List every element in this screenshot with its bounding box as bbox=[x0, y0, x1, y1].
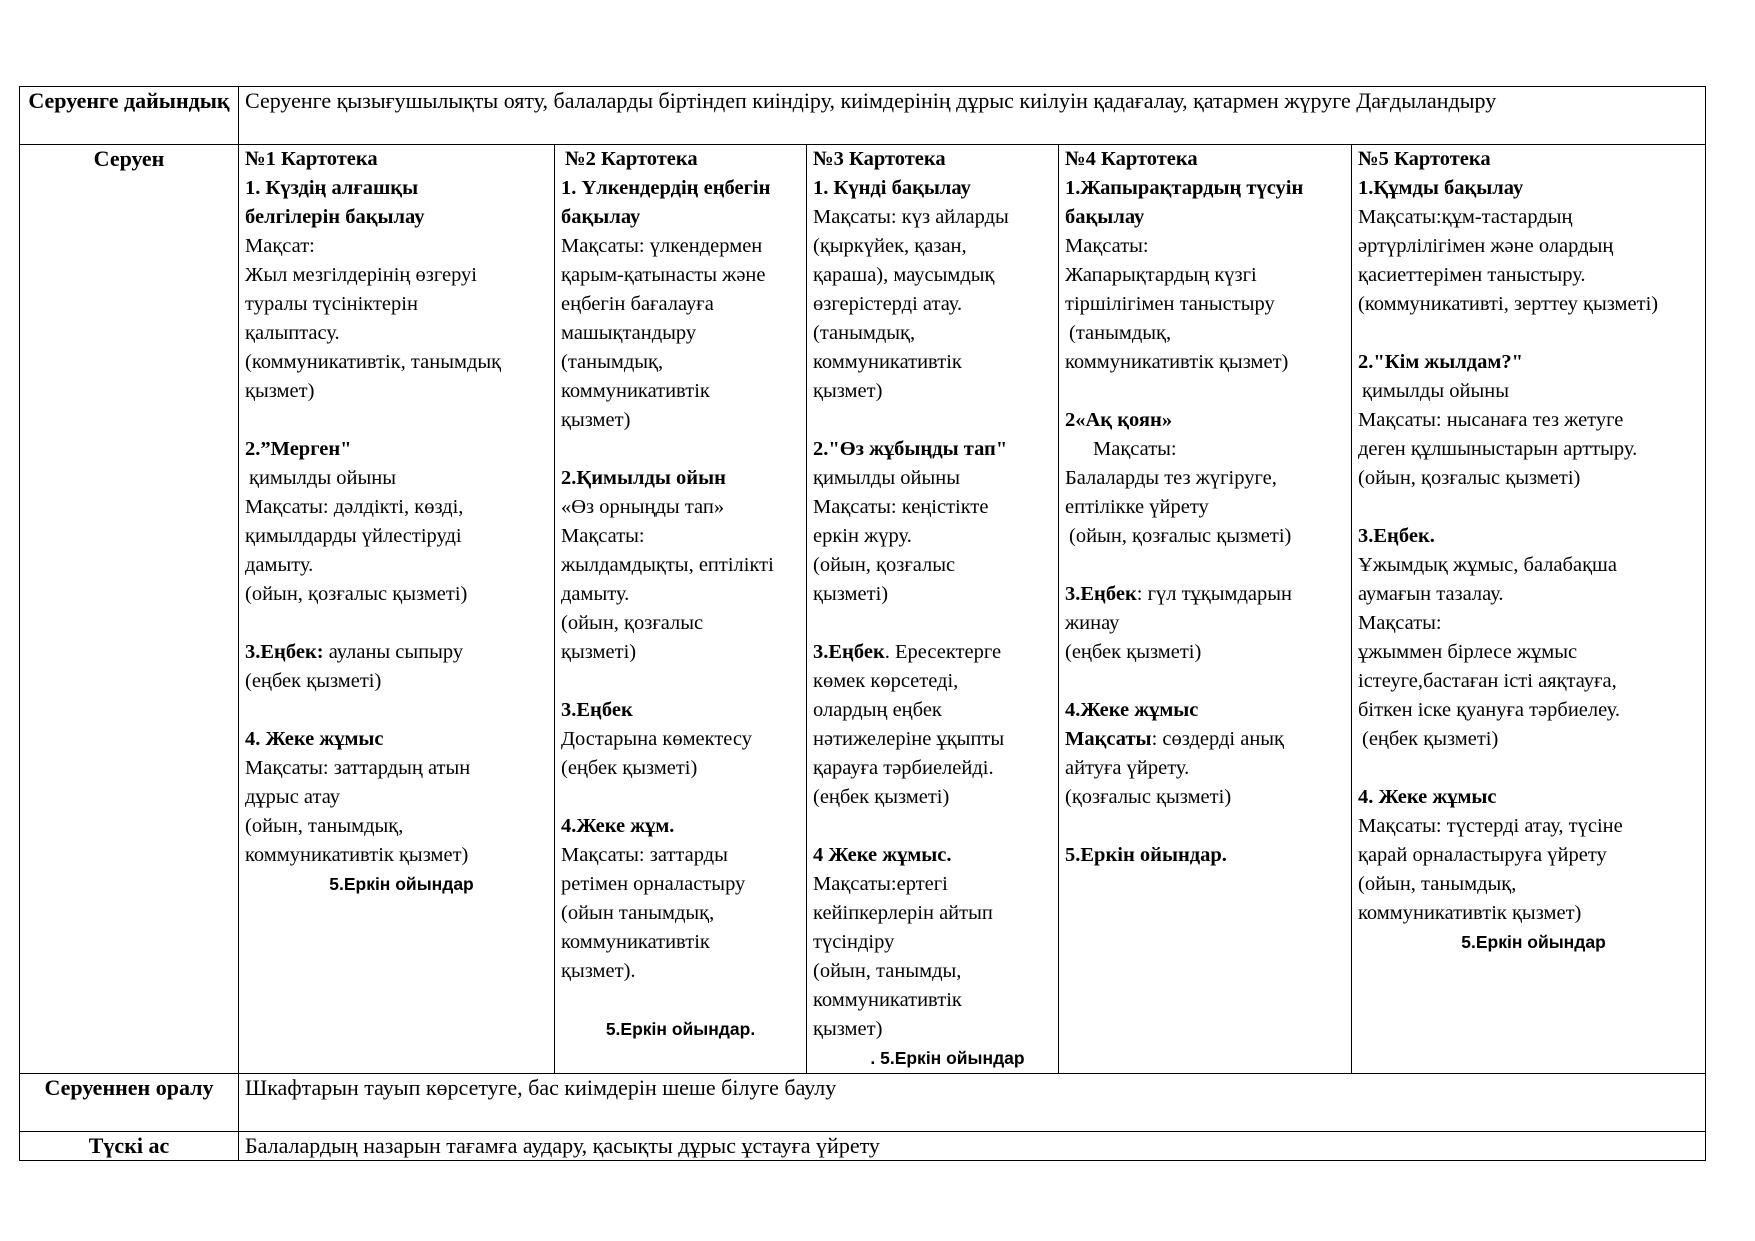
card-line: 2.”Мерген" bbox=[245, 438, 352, 460]
card-title: №3 Картотека bbox=[813, 148, 946, 170]
row-label-lunch: Түскі ас bbox=[20, 1132, 239, 1161]
card-line-bold: 3.Еңбек bbox=[813, 641, 885, 663]
card-line: туралы түсініктерін bbox=[245, 293, 418, 315]
card-line: (ойын, қозғалыс bbox=[561, 612, 704, 634]
blank-line bbox=[813, 812, 1052, 841]
card-title: №4 Картотека bbox=[1065, 148, 1198, 170]
card-line: тіршілігімен таныстыру bbox=[1065, 293, 1275, 315]
row-label-walk: Серуен bbox=[20, 145, 239, 1074]
table-row-lunch bbox=[20, 1132, 1706, 1161]
card-line: қызмет) bbox=[245, 380, 315, 402]
table-row-return bbox=[20, 1074, 1706, 1132]
card-line: 1. Күздің алғашқы bbox=[245, 177, 419, 199]
table-row-prep bbox=[20, 87, 1706, 145]
card-line: жинау bbox=[1065, 612, 1120, 634]
card-line: 2."Кім жылдам?" bbox=[1358, 351, 1523, 373]
card-column-3 bbox=[807, 145, 1059, 1074]
blank-line bbox=[561, 667, 800, 696]
card-line: нәтижелеріне ұқыпты bbox=[813, 728, 1005, 750]
card-line: Балаларды тез жүгіруге, bbox=[1065, 467, 1277, 489]
row-label-prep: Серуенге дайындық bbox=[20, 87, 239, 145]
blank-line bbox=[1065, 812, 1345, 841]
card-line: қалыптасу. bbox=[245, 322, 340, 344]
card-line: ұжыммен бірлесе жұмыс bbox=[1358, 641, 1578, 663]
card-line: қызмет) bbox=[813, 380, 883, 402]
card-line: (еңбек қызметі) bbox=[813, 786, 950, 808]
card-line: (ойын, қозғалыс қызметі) bbox=[1358, 467, 1581, 489]
card-line: Мақсаты: түстерді атау, түсіне bbox=[1358, 815, 1623, 837]
card-line: Мақсаты:ертегі bbox=[813, 873, 948, 895]
daily-plan-table bbox=[19, 86, 1706, 1161]
card-line: Мақсаты: bbox=[1065, 235, 1149, 257]
card-line: 4.Жеке жұмыс bbox=[1065, 699, 1199, 721]
blank-line bbox=[245, 406, 548, 435]
card-line: белгілерін бақылау bbox=[245, 206, 425, 228]
card-line: Мақсаты: bbox=[1093, 438, 1177, 460]
card-line: қимылды ойыны bbox=[813, 467, 960, 489]
card-line-rest: : гүл тұқымдарын bbox=[1136, 583, 1293, 605]
card-line: 2«Ақ қоян» bbox=[1065, 409, 1173, 431]
card-line: Мақсаты: нысанаға тез жетуге bbox=[1358, 409, 1624, 431]
card-line: (ойын танымдық, bbox=[561, 902, 715, 924]
card-line: 1.Құмды бақылау bbox=[1358, 177, 1524, 199]
card-line: дұрыс атау bbox=[245, 786, 341, 808]
card-line: коммуникативтік bbox=[813, 351, 962, 373]
card-line: Мақсаты:құм-тастардың bbox=[1358, 206, 1573, 228]
card-title: №1 Картотека bbox=[245, 148, 378, 170]
card-line-bold: 3.Еңбек: bbox=[245, 641, 324, 663]
card-column-5 bbox=[1352, 145, 1706, 1074]
card-line: коммуникативтік қызмет) bbox=[1065, 351, 1289, 373]
free-games-label: 5.Еркін ойындар bbox=[1461, 932, 1606, 952]
card-line: (танымдық, bbox=[1069, 322, 1172, 344]
card-line: ретімен орналастыру bbox=[561, 873, 746, 895]
card-line: Мақсат: bbox=[245, 235, 315, 257]
card-line: Мақсаты: үлкендермен bbox=[561, 235, 763, 257]
card-line: еңбегін бағалауға bbox=[561, 293, 714, 315]
blank-line bbox=[561, 986, 800, 1015]
card-line-bold: Мақсаты bbox=[1065, 728, 1152, 750]
card-line: 2.Қимылды ойын bbox=[561, 467, 726, 489]
blank-line bbox=[245, 609, 548, 638]
card-line: 4.Жеке жұм. bbox=[561, 815, 675, 837]
card-line: көмек көрсетеді, bbox=[813, 670, 959, 692]
card-line: өзгерістерді атау. bbox=[813, 293, 963, 315]
blank-line bbox=[561, 435, 800, 464]
card-line: (еңбек қызметі) bbox=[561, 757, 698, 779]
blank-line bbox=[1358, 754, 1699, 783]
card-line: (еңбек қызметі) bbox=[245, 670, 382, 692]
card-line: 1.Жапырақтардың түсуін bbox=[1065, 177, 1304, 199]
card-line: (коммуникативті, зерттеу қызметі) bbox=[1358, 293, 1659, 315]
card-line: Мақсаты: заттарды bbox=[561, 844, 728, 866]
card-line: деген құлшыныстарын арттыру. bbox=[1358, 438, 1638, 460]
card-line-bold: 3.Еңбек bbox=[1065, 583, 1137, 605]
card-line: бақылау bbox=[1065, 206, 1145, 228]
card-line: Мақсаты: дәлдікті, көзді, bbox=[245, 496, 464, 518]
card-line: қызметі) bbox=[813, 583, 889, 605]
card-line: істеуге,бастаған істі аяқтауға, bbox=[1358, 670, 1617, 692]
card-line: жылдамдықты, ептілікті bbox=[561, 554, 774, 576]
card-line: 1. Үлкендердің еңбегін bbox=[561, 177, 771, 199]
card-line: 1. Күнді бақылау bbox=[813, 177, 971, 199]
blank-line bbox=[1358, 319, 1699, 348]
card-line: қасиеттерімен таныстыру. bbox=[1358, 264, 1586, 286]
blank-line bbox=[1065, 377, 1345, 406]
card-line: «Өз орныңды тап» bbox=[561, 496, 725, 518]
free-games-label: 5.Еркін ойындар. bbox=[605, 1019, 756, 1039]
card-line: коммуникативтік bbox=[561, 931, 710, 953]
card-line: қызмет) bbox=[813, 1018, 883, 1040]
card-line: қараша), маусымдық bbox=[813, 264, 995, 286]
card-line: (танымдық, bbox=[561, 351, 664, 373]
card-line: қызмет). bbox=[561, 960, 636, 982]
card-line: коммуникативтік қызмет) bbox=[1358, 902, 1582, 924]
card-line: қарауға тәрбиелейді. bbox=[813, 757, 994, 779]
card-line bbox=[1065, 580, 1345, 609]
card-line: 4 Жеке жұмыс. bbox=[813, 844, 952, 866]
card-line: 3.Еңбек bbox=[561, 699, 633, 721]
card-line: (қыркүйек, қазан, bbox=[813, 235, 967, 257]
card-line: қарым-қатынасты және bbox=[561, 264, 766, 286]
card-line: кейіпкерлерін айтып bbox=[813, 902, 993, 924]
row-text-return: Шкафтарын тауып көрсетуге, бас киімдерін шеше білуге баулу bbox=[239, 1074, 1706, 1132]
card-line: (ойын, танымды, bbox=[813, 960, 962, 982]
row-label-return: Серуеннен оралу bbox=[20, 1074, 239, 1132]
card-line: (ойын, қозғалыс қызметі) bbox=[1069, 525, 1292, 547]
card-line: (танымдық, bbox=[813, 322, 916, 344]
card-line: (еңбек қызметі) bbox=[1065, 641, 1202, 663]
card-line-rest: : сөздерді анық bbox=[1151, 728, 1285, 750]
card-line: Мақсаты: кеңістікте bbox=[813, 496, 989, 518]
card-line: Мақсаты: bbox=[1358, 612, 1442, 634]
card-line: коммуникативтік bbox=[813, 989, 962, 1011]
card-line: аумағын тазалау. bbox=[1358, 583, 1504, 605]
card-line: Жыл мезгілдерінің өзгеруі bbox=[245, 264, 477, 286]
card-line: қимылды ойыны bbox=[249, 467, 396, 489]
blank-line bbox=[813, 406, 1052, 435]
card-line: 4. Жеке жұмыс bbox=[1358, 786, 1497, 808]
card-line: (ойын, танымдық, bbox=[245, 815, 404, 837]
free-games-label: 5.Еркін ойындар bbox=[329, 874, 474, 894]
card-line: қарай орналастыруға үйрету bbox=[1358, 844, 1607, 866]
card-column-1 bbox=[239, 145, 555, 1074]
card-line: 4. Жеке жұмыс bbox=[245, 728, 384, 750]
card-column-2 bbox=[555, 145, 807, 1074]
blank-line bbox=[245, 696, 548, 725]
card-line: Ұжымдық жұмыс, балабақша bbox=[1358, 554, 1617, 576]
card-line: 3.Еңбек. bbox=[1358, 525, 1435, 547]
card-line: машықтандыру bbox=[561, 322, 697, 344]
card-line bbox=[813, 638, 1052, 667]
card-line: қимылдарды үйлестіруді bbox=[245, 525, 462, 547]
blank-line bbox=[1358, 493, 1699, 522]
card-line: дамыту. bbox=[561, 583, 630, 605]
blank-line bbox=[561, 783, 800, 812]
row-text-lunch: Балалардың назарын тағамға аудару, қасықты дұрыс ұстауға үйрету bbox=[239, 1132, 1706, 1161]
blank-line bbox=[1065, 667, 1345, 696]
card-line: (коммуникативтік, танымдық bbox=[245, 351, 502, 373]
card-line: Мақсаты: bbox=[561, 525, 645, 547]
free-games-label: . 5.Еркін ойындар bbox=[870, 1048, 1025, 1068]
card-title: №2 Картотека bbox=[565, 148, 698, 170]
blank-line bbox=[813, 609, 1052, 638]
card-line bbox=[245, 638, 548, 667]
card-line: 2."Өз жұбыңды тап" bbox=[813, 438, 1008, 460]
card-line: айтуға үйрету. bbox=[1065, 757, 1190, 779]
card-line: бақылау bbox=[561, 206, 641, 228]
row-text-prep: Серуенге қызығушылықты ояту, балаларды біртіндеп киіндіру, киімдерінің дұрыс киілуін қадағалау, қатармен жүруге Дағдыландыру bbox=[239, 87, 1706, 145]
card-line: (қозғалыс қызметі) bbox=[1065, 786, 1232, 808]
card-line: қызмет) bbox=[561, 409, 631, 431]
card-line-rest: ауланы сыпыру bbox=[323, 641, 464, 663]
card-title: №5 Картотека bbox=[1358, 148, 1491, 170]
card-line: қимылды ойыны bbox=[1362, 380, 1509, 402]
card-line: біткен іске қуануға тәрбиелеу. bbox=[1358, 699, 1621, 721]
free-games-label: 5.Еркін ойындар. bbox=[1065, 844, 1227, 866]
blank-line bbox=[1065, 551, 1345, 580]
card-line: олардың еңбек bbox=[813, 699, 942, 721]
table-row-walk bbox=[20, 145, 1706, 1074]
card-line: қызметі) bbox=[561, 641, 637, 663]
card-line: (еңбек қызметі) bbox=[1362, 728, 1499, 750]
card-line: коммуникативтік bbox=[561, 380, 710, 402]
card-line: Мақсаты: күз айларды bbox=[813, 206, 1009, 228]
card-line: дамыту. bbox=[245, 554, 314, 576]
card-line: әртүрлілігімен және олардың bbox=[1358, 235, 1614, 257]
card-line: Достарына көмектесу bbox=[561, 728, 752, 750]
card-line bbox=[1065, 725, 1345, 754]
card-line: коммуникативтік қызмет) bbox=[245, 844, 469, 866]
card-line-rest: . Ересектерге bbox=[884, 641, 1002, 663]
card-line: (ойын, танымдық, bbox=[1358, 873, 1517, 895]
card-line: Жапарықтардың күзгі bbox=[1065, 264, 1257, 286]
card-line: еркін жүру. bbox=[813, 525, 912, 547]
card-line: түсіндіру bbox=[813, 931, 895, 953]
card-line: Мақсаты: заттардың атын bbox=[245, 757, 471, 779]
card-line: (ойын, қозғалыс bbox=[813, 554, 956, 576]
card-column-4 bbox=[1059, 145, 1352, 1074]
card-line: (ойын, қозғалыс қызметі) bbox=[245, 583, 468, 605]
card-line: ептілікке үйрету bbox=[1065, 496, 1209, 518]
